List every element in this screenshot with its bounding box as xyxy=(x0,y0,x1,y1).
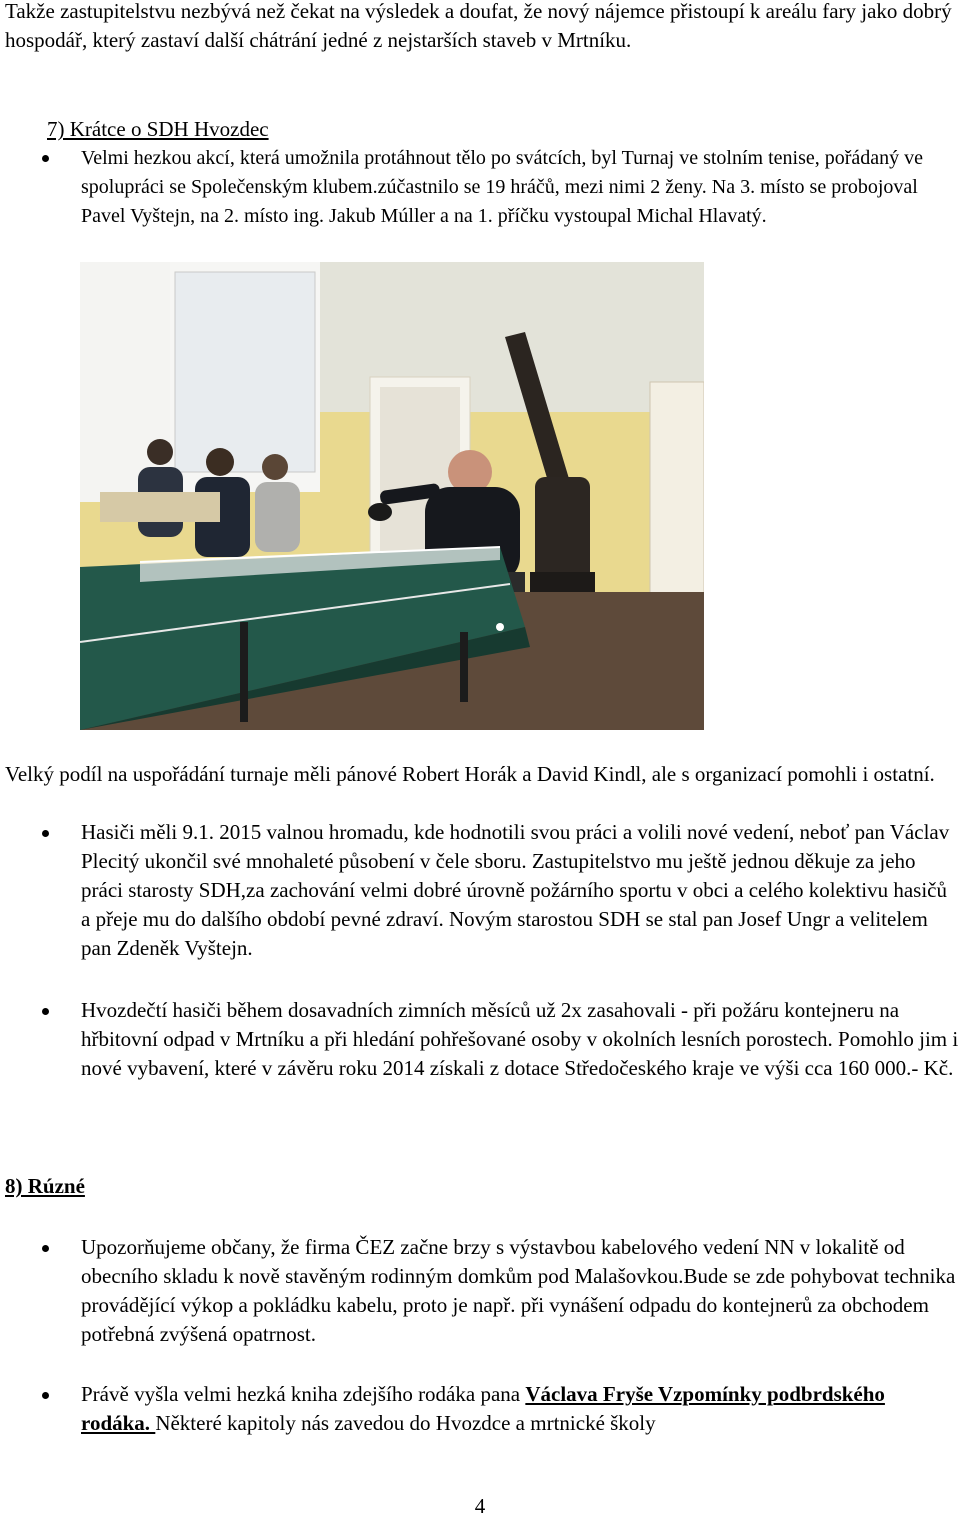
book-title: Václava Fryše Vzpomínky podbrdského rodáka. xyxy=(81,1382,885,1435)
bullet-icon xyxy=(42,1008,49,1015)
section-8-bullet-cez: Upozorňujeme občany, že firma ČEZ začne brzy s výstavbou kabelového vedení NN v lokalitě od obecního skladu k nově stavěným rodinným domkům pod Malašovkou.Bude se zde pohybovat technika provádějící výkop a pokládku kabelu, proto je např. při vynášení odpadu do kontejnerů za obchodem potřebná zvýšená opatrnost. xyxy=(81,1235,956,1346)
photo-illustration xyxy=(80,262,704,730)
bullet-icon xyxy=(42,155,49,162)
intro-paragraph: Takže zastupitelstvu nezbývá než čekat na výsledek a doufat, že nový nájemce přistoupí k areálu fary jako dobrý hospodář, který zastaví další chátrání jedné z nejstarších staveb v Mrtníku. xyxy=(5,0,952,52)
bullet-icon xyxy=(42,1392,49,1399)
section-7-bullet-assembly: Hasiči měli 9.1. 2015 valnou hromadu, kde hodnotili svou práci a volili nové vedení, neboť pan Václav Plecitý ukončil své mnohaleté působení v čele sboru. Zastupitelstvo mu ještě jednou děkuje za jeho práci starosty SDH,za zachování velmi dobré úrovně požárního sportu v obci a celého kolektivu hasičů a přeje mu do dalšího období pevné zdraví. Novým starostou SDH se stal pan Josef Ungr a velitelem pan Zdeněk Vyštejn. xyxy=(81,820,950,960)
section-7-bullet-interventions: Hvozdečtí hasiči během dosavadních zimních měsíců už 2x zasahovali - při požáru kontejneru na hřbitovní odpad v Mrtníku a při hledání pohřešované osoby v okolních lesních porostech. Pomohlo jim i nové vybavení, které v závěru roku 2014 získali z dotace Středočeského kraje ve výši cca 160 000.- Kč. xyxy=(81,998,959,1080)
section-7-bullet-tournament: Velmi hezkou akcí, která umožnila protáhnout tělo po svátcích, byl Turnaj ve stolním tenise, pořádaný ve spolupráci se Společenským klubem.zúčastnilo se 19 hráčů, mezi nimi 2 ženy. Na 3. místo se probojoval Pavel Vyštejn, na 2. místo ing. Jakub Múller a na 1. příčku vystoupal Michal Hlavatý. xyxy=(81,147,924,227)
section-8-heading: 8) Rúzné xyxy=(5,1174,85,1198)
section-8-bullet-book xyxy=(81,1380,959,1438)
table-tennis-photo xyxy=(80,262,704,730)
bullet-icon xyxy=(42,830,49,837)
section-7-heading: 7) Krátce o SDH Hvozdec xyxy=(47,117,269,141)
book-text-start: Právě vyšla velmi hezká kniha zdejšího rodáka pana xyxy=(81,1382,526,1406)
book-text-end: Některé kapitoly nás zavedou do Hvozdce a mrtnické školy xyxy=(155,1411,656,1435)
bullet-icon xyxy=(42,1245,49,1252)
organizers-paragraph: Velký podíl na uspořádání turnaje měli pánové Robert Horák a David Kindl, ale s organizací pomohli i ostatní. xyxy=(5,762,935,786)
page-number: 4 xyxy=(474,1494,486,1518)
